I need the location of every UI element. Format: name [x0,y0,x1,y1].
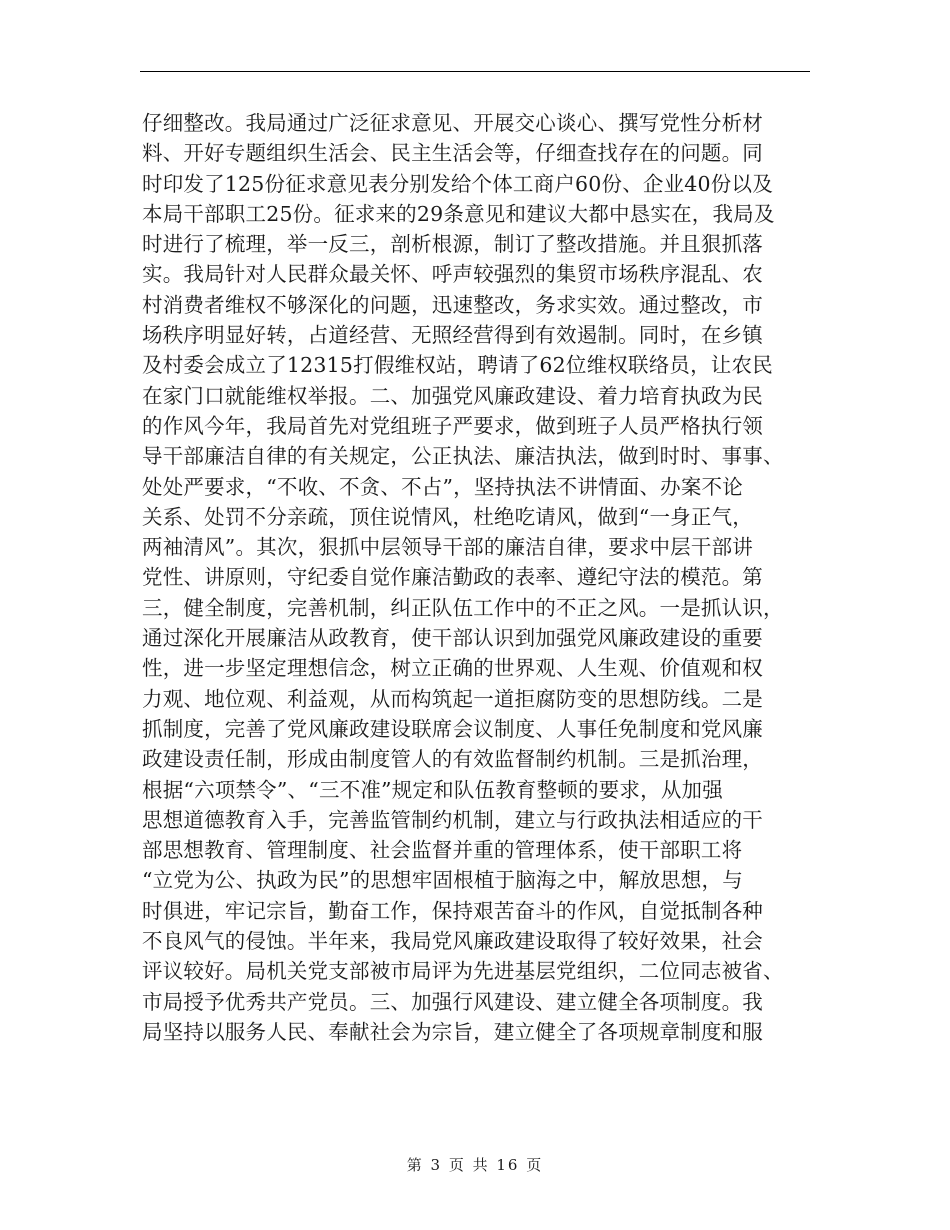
page-number-footer: 第 3 页 共 16 页 [406,1156,544,1174]
header-rule [140,71,810,72]
body-text: 仔细整改。我局通过广泛征求意见、开展交心谈心、撰写党性分析材 料、开好专题组织生活会、民主生活会等，仔细查找存在的问题。同 时印发了125份征求意见表分别发给个体工商户60份、企业40份以及 本局干部职工25份。征求来的29条意见和建议大都中恳实在，我局及 时进行了梳理，举一反三，剖析根源，制订了整改措施。并且狠抓落 实。我局针对人民群众最关怀、呼声较强烈的集贸市场秩序混乱、农 村消费者维权不够深化的问题，迅速整改，务求实效。通过整改，市 场秩序明显好转，占道经营、无照经营得到有效遏制。同时，在乡镇 及村委会成立了12315打假维权站，聘请了62位维权联络员，让农民 在家门口就能维权举报。二、加强党风廉政建设、着力培育执政为民 的作风今年，我局首先对党组班子严要求，做到班子人员严格执行领 导干部廉洁自律的有关规定，公正执法、廉洁执法，做到时时、事事、 处处严要求，“不收、不贪、不占”，坚持执法不讲情面、办案不论 关系、处罚不分亲疏，顶住说情风，杜绝吃请风，做到“一身正气， 两袖清风”。其次，狠抓中层领导干部的廉洁自律，要求中层干部讲 党性、讲原则，守纪委自觉作廉洁勤政的表率、遵纪守法的模范。第 三，健全制度，完善机制，纠正队伍工作中的不正之风。一是抓认识， 通过深化开展廉洁从政教育，使干部认识到加强党风廉政建设的重要 性，进一步坚定理想信念，树立正确的世界观、人生观、价值观和权 力观、地位观、利益观，从而构筑起一道拒腐防变的思想防线。二是 抓制度，完善了党风廉政建设联席会议制度、人事任免制度和党风廉 政建设责任制，形成由制度管人的有效监督制约机制。三是抓治理， 根据“六项禁令”、“三不准”规定和队伍教育整顿的要求，从加强 思想道德教育入手，完善监管制约机制，建立与行政执法相适应的干 部思想教育、管理制度、社会监督并重的管理体系，使干部职工将 “立党为公、执政为民”的思想牢固根植于脑海之中，解放思想，与 时俱进，牢记宗旨，勤奋工作，保持艰苦奋斗的作风，自觉抵制各种 不良风气的侵蚀。半年来，我局党风廉政建设取得了较好效果，社会 评议较好。局机关党支部被市局评为先进基层党组织，二位同志被省、 市局授予优秀共产党员。三、加强行风建设、建立健全各项制度。我 局坚持以服务人民、奉献社会为宗旨，建立健全了各项规章制度和服 [142,111,784,1044]
